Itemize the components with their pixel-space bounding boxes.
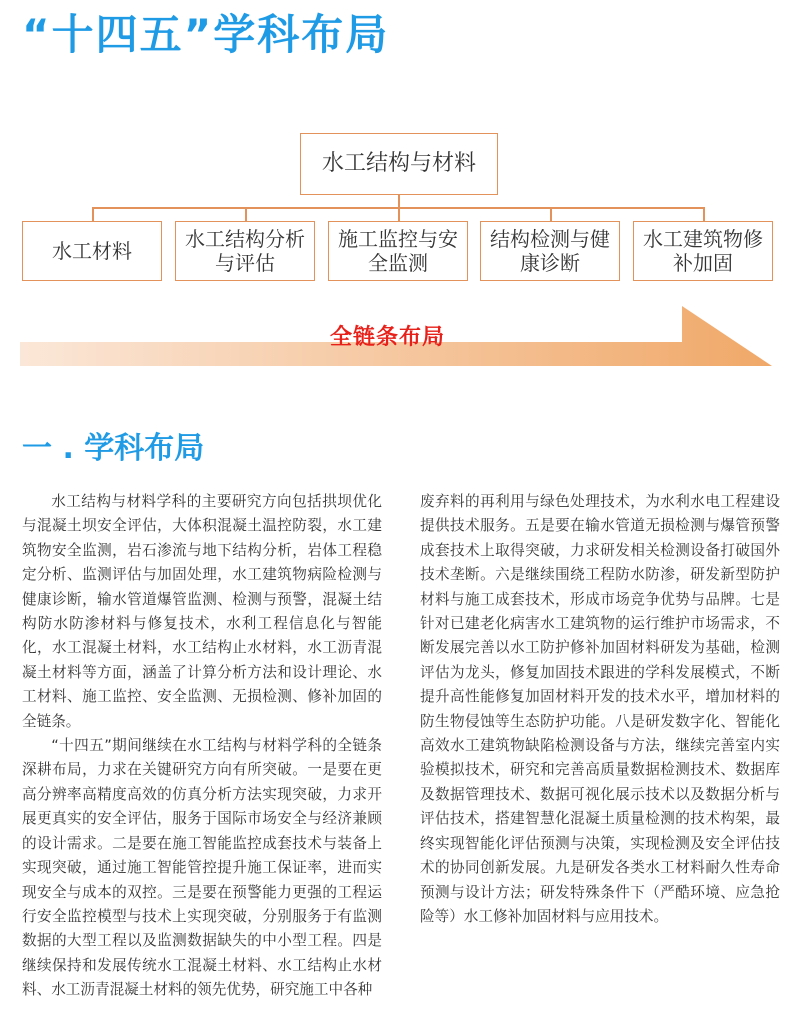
diagram-child-box: 结构检测与健康诊断 (480, 221, 620, 281)
diagram-child-box: 水工建筑物修补加固 (633, 221, 773, 281)
diagram-root-box: 水工结构与材料 (300, 133, 498, 195)
diagram-child-box: 施工监控与安全监测 (328, 221, 468, 281)
connector-child-4 (550, 207, 552, 221)
arrow-label: 全链条布局 (330, 325, 446, 350)
page-title: “十四五”学科布局 (22, 10, 390, 59)
connector-child-3 (398, 207, 400, 221)
connector-child-2 (245, 207, 247, 221)
section-heading: 一 . 学科布局 (22, 431, 205, 466)
diagram-child-box: 水工结构分析与评估 (175, 221, 315, 281)
paragraph: 水工结构与材料学科的主要研究方向包括拱坝优化与混凝土坝安全评估，大体积混凝土温控防裂，水工建筑物安全监测，岩石渗流与地下结构分析，岩体工程稳定分析、监测评估与加固处理，水工建筑物病险检测与健康诊断，输水管道爆管监测、检测与预警，混凝土结构防水防渗材料与修复技术，水利工程信息化与智能化，水工混凝土材料，水工结构止水材料，水工沥青混凝土材料等方面，涵盖了计算分析方法和设计理论、水工材料、施工监控、安全监测、无损检测、修补加固的全链条。 (22, 493, 382, 730)
body-column-left (22, 490, 382, 1003)
connector-child-5 (703, 207, 705, 221)
paragraph: “十四五”期间继续在水工结构与材料学科的全链条深耕布局，力求在关键研究方向有所突破。一是要在更高分辨率高精度高效的仿真分析方法实现突破，力求开展更真实的安全评估，服务于国际市场安全与经济兼顾的设计需求。二是要在施工智能监控成套技术与装备上实现突破，通过施工智能管控提升施工保证率，进而实现安全与成本的双控。三是要在预警能力更强的工程运行安全监控模型与技术上实现突破，分别服务于有监测数据的大型工程以及监测数据缺失的中小型工程。四是继续保持和发展传统水工混凝土材料、水工结构止水材料、水工沥青混凝土材料的领先优势，研究施工中各种 (22, 737, 382, 999)
paragraph: 废弃料的再利用与绿色处理技术，为水利水电工程建设提供技术服务。五是要在输水管道无损检测与爆管预警成套技术上取得突破，力求研发相关检测设备打破国外技术垄断。六是继续围绕工程防水防渗，研发新型防护材料与施工成套技术，形成市场竞争优势与品牌。七是针对已建老化病害水工建筑物的运行维护市场需求，不断发展完善以水工防护修补加固材料研发为基础，检测评估为龙头，修复加固技术跟进的学科发展模式，不断提升高性能修复加固材料开发的技术水平，增加材料的防生物侵蚀等生态防护功能。八是研发数字化、智能化高效水工建筑物缺陷检测设备与方法，继续完善室内实验模拟技术，研究和完善高质量数据检测技术、数据库及数据管理技术、数据可视化展示技术以及数据分析与评估技术，搭建智慧化混凝土质量检测的技术构架，最终实现智能化评估预测与决策，实现检测及安全评估技术的协同创新发展。九是研发各类水工材料耐久性寿命预测与设计方法；研发特殊条件下（严酷环境、应急抢险等）水工修补加固材料与应用技术。 (420, 493, 780, 925)
discipline-diagram (0, 0, 800, 400)
diagram-child-box: 水工材料 (22, 221, 162, 281)
connector-child-1 (92, 207, 94, 221)
body-column-right (420, 490, 780, 929)
